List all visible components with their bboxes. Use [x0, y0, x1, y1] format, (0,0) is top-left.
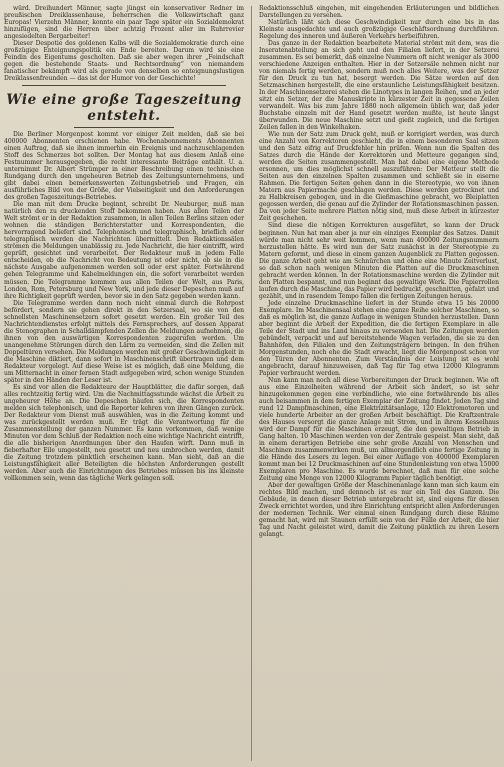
intro-paragraph: würd. Dreihundert Männer, sagte jüngst ein konservativer Redner im preußischen Dreiklassenhause, beherrschen die Volkswirtschaft ganz Europas! Vierzehn Männer, konnte ein paar Tage später ein Sozialdemokrat hinzufügen, sind die Herren über achtzig Prozent aller im Ruhrrevier angesiedelten Bergarbeiter!: [4, 5, 244, 41]
article-title: Wie eine große Tageszeitung entsteht.: [6, 92, 242, 125]
section-divider: [22, 85, 226, 86]
article-paragraph: Wie nun der Satz zum Druck geht, muß er korrigiert werden, was durch eine Anzahl von Korrektoren geschieht, die in einem besonderen Saal sitzen und den Satz eifrig auf Druckfehler hin prüfen. Wenn nun die Spalten des Satzes durch die Hände der Korrektoren und Metteure gegangen sind, werden die Seiten zusammengestellt. Man hat dabei eine eigene Methode ersonnen, um dies möglichst schnell auszuführen: Der Metteur stellt die Seiten aus den einzelnen Spalten zusammen und schließt sie in eiserne Rahmen. Die fertigen Seiten gehen dann in die Stereotypie, wo von ihnen Matern aus Papiermaché geschlagen werden. Diese werden getrocknet und zu Halbkreisen gebogen, und in die Gießmaschine gebracht, wo Bleiplatten gegossen werden, die genau auf die Zylinder der Rotationsmaschinen passen. Da von jeder Seite mehrere Platten nötig sind, muß diese Arbeit in kürzester Zeit geschehen.: [259, 131, 499, 223]
article-paragraph: Jede einzelne Druckmaschine liefert in der Stunde etwa 15 bis 20000 Exemplare. Im Maschinensaal stehen eine ganze Reihe solcher Maschinen, so daß es möglich ist, die ganze Auflage in wenigen Stunden herzustellen. Dann aber beginnt die Arbeit der Expedition, die die fertigen Exemplare in alle Teile der Stadt und ins Land hinaus zu versenden hat. Die Zeitungen werden gebündelt, verpackt und auf bereitstehende Wagen verladen, die sie zu den Bahnhöfen, den Filialen und den Zeitungsträgern bringen. In den frühen Morgenstunden, noch ehe die Stadt erwacht, liegt die Morgenpost schon vor den Türen der Abonnenten. Zum Verständnis der Leistung ist es wohl angebracht, darauf hinzuweisen, daß Tag für Tag etwa 12000 Kilogramm Papier verbraucht werden.: [259, 299, 499, 377]
article-paragraph: Aber der gewaltigen Größe der Maschinenanlage kann man sich kaum ein rechtes Bild machen, und dennoch ist es nur ein Teil des Ganzen. Die Gebäude, in denen dieser Betrieb untergebracht ist, sind eigens für diesen Zweck errichtet worden, und ihre Einrichtung entspricht allen Anforderungen der modernen Technik. Wer einmal einen Rundgang durch diese Räume gemacht hat, wird mit Staunen erfüllt sein von der Fülle der Arbeit, die hier Tag und Nacht geleistet wird, damit die Zeitung pünktlich zu ihren Lesern gelangt.: [259, 482, 499, 539]
article-paragraph: Das ganze in der Redaktion bearbeitete Material strömt mit dem, was die Inseratenabteilung an sich geht und den Filialen liefert, in der Setzerei zusammen. Es sei bemerkt, daß einzelne Nummern oft nicht weniger als 3000 verschiedene Anzeigen enthalten. Hier in der Setzersäle nehmen nicht nur von niemals fertig werden, sondern muß noch alles Weitere, was der Setzer für den Druck zu tun hat, besorgt werden. Die Sätze werden auf den Setzmaschinen hergestellt, die eine erstaunliche Leistungsfähigkeit besitzen. In der Maschinensetzerei stehen die Linotypes in langen Reihen, und an jeder sitzt ein Setzer, der die Manuskripte in kürzester Zeit in gegossene Zeilen verwandelt. Was bis zum Jahre 1880 noch allgemein üblich war, daß jeder Buchstabe einzeln mit der Hand gesetzt werden mußte, ist heute längst überwunden. Die neue Maschine setzt und gießt zugleich, und die fertigen Zeilen fallen in den Winkelhaken.: [259, 40, 499, 132]
column-divider: [251, 6, 252, 761]
article-paragraph: Es sind vor allen die Redakteure der Hauptblätter, die dafür sorgen, daß alles rechtzeitig fertig wird. Um die Nachmittagsstunde wächst die Arbeit zu ungeheurer Höhe an. Die Depeschen häufen sich, die Korrespondenten melden sich telephonisch, und die Reporter kehren von ihren Gängen zurück. Der Redakteur vom Dienst muß auswählen, was in die Zeitung kommt und was zurückgestellt werden muß. Er trägt die Verantwortung für die Zusammenstellung der ganzen Nummer. Es kann vorkommen, daß wenige Minuten vor dem Schluß der Redaktion noch eine wichtige Nachricht eintrifft, die alle bisherigen Anordnungen über den Haufen wirft. Dann muß in fieberhafter Eile umgestellt, neu gesetzt und neu umbrochen werden, damit die Zeitung trotzdem pünktlich erscheinen kann. Man sieht, daß an die Leistungsfähigkeit aller Beteiligten die höchsten Anforderungen gestellt werden. Aber auch die Einrichtungen des Betriebes müssen bis ins kleinste vollkommen sein, wenn das tägliche Werk gelingen soll.: [4, 383, 244, 482]
right-column: [259, 5, 499, 763]
article-paragraph: Redaktionsschluß eingehen, mit eingehenden Erläuterungen und bildlichen Darstellungen zu versehen.: [259, 5, 499, 20]
article-paragraph: Nun kann man noch all diese Vorbereitungen der Druck beginnen. Wie oft aus eine Einzelheiten während der Arbeit sich ändert, so ist sehr hinzugekommen gegen eine verbindliche, wie eine fortwährende bis alles auch beisammen in dem fertigen Exemplar der Zeitung findet. Jeden Tag sind rund 12 Dampfmaschinen, eine Elektrizitätsanlage, 120 Elektromotoren und viele hunderte Arbeiter an der großen Arbeit beschäftigt. Die Kraftzentrale des Hauses versorgt die ganze Anlage mit Strom, und in ihrem Kesselhaus wird der Dampf für die Maschinen erzeugt, die den gewaltigen Betrieb in Gang halten. 10 Maschinen werden von der Zentrale gespeist. Man sieht, daß in einem derartigen Betriebe eine sehr große Anzahl von Menschen und Maschinen zusammenwirken muß, um allmorgendlich eine fertige Zeitung in die Hände des Lesers zu legen. Bei einer Auflage von 400000 Exemplaren kommt man bei 12 Druckmaschinen auf eine Stundenleistung von etwa 15000 Exemplaren pro Maschine. Es wurde berechnet, daß man für eine solche Zeitung eine Menge von 12000 Kilogramm Papier täglich benötigt.: [259, 376, 499, 483]
title-underline: [74, 127, 174, 128]
article-paragraph: Natürlich läßt sich diese Geschwindigkeit nur durch eine bis in das Kleinste ausgedachte und auch großzügige Geschäftsordnung durchführen. Regelung des inneren und äußeren Verkehrs herbeiführen.: [259, 19, 499, 41]
article-paragraph: Die Telegramme werden dann noch nicht einmal durch die Rohrpost befördert, sondern sie gehen direkt in den Setzersaal, wo sie von den schnellsten Maschinensetzern sofort gesetzt werden. Ein großer Teil des Nachrichtendienstes erfolgt mittels des Fernsprechers, auf dessen Apparat die Stenographen in Schalldämpfenden Zellen die Meldungen aufnehmen, die ihnen von den auswärtigen Korrespondenten zugerufen werden. Um unangenehme Störungen durch den Lärm zu vermeiden, sind die Zellen mit Doppeltüren versehen. Die Meldungen werden mit großer Geschwindigkeit in die Maschine diktiert, dann sofort in Maschinenschrift übertragen und dem Redakteur vorgelegt. Auf diese Weise ist es möglich, daß eine Meldung, die um Mitternacht in einer fernen Stadt aufgegeben wird, schon wenige Stunden später in den Händen der Leser ist.: [4, 299, 244, 384]
left-column: [4, 5, 244, 763]
article-paragraph: Die man mit dem Drucke beginnt, schreibt Dr. Neuburger, muß man natürlich den zu druckenden Stoff bekommen haben. Aus allen Teilen der Welt strömt er in der Redaktion zusammen, in allen Teilen Berlins sitzen oder wohnen die ständigen Berichterstatter und Korrespondenten, die hervorragend beliefert sind. Telephonisch und telegraphisch, brieflich oder telegraphisch werden die Nachrichten übermittelt. Den Redaktionssälen strömen die Meldungen unablässig zu. Jede Nachricht, die hier eintrifft, wird geprüft, gesichtet und verarbeitet. Der Redakteur muß in jedem Falle entscheiden, ob die Nachricht von Bedeutung ist oder nicht, ob sie in die nächste Ausgabe aufgenommen werden soll oder erst später. Fortwährend gehen Telegramme und Kabelmeldungen ein, die sofort verarbeitet werden müssen. Die Telegramme kommen aus allen Teilen der Welt, aus Paris, London, Rom, Petersburg und New York, und jede dieser Depeschen muß auf ihre Richtigkeit geprüft werden, bevor sie in den Satz gegeben werden kann.: [4, 201, 244, 300]
intro-paragraph: Dieser Despotie des goldenen Kalbs will die Sozialdemokratie durch eine großzügige Enteignungspolitik ein Ende bereiten. Darum wird sie eine Feindin des Eigentums gescholten. Daß sie aber wegen ihrer „Feindschaft gegen die bestehende Staats- und Rechtsordnung“ von niemandem fanatischer bekämpft wird als gerade von denselben so enteignungslustigen Dreiklassenfreunden — das ist der Humor von der Geschichte!: [4, 40, 244, 83]
article-paragraph: Sind diese die nötigen Korrekturen ausgeführt, so kann der Druck beginnen. Nun hat man aber ja nur ein einziges Exemplar des Satzes. Damit würde man nicht sehr weit kommen, wenn man 400000 Zeitungsnummern herzustellen hätte. Es wird nun der Satz zunächst in der Stereotypie zu Matern geformt, und diese in einem ganzen Augenblick zu Platten gegossen. Die ganze Arbeit geht wie am Schnürchen und ohne eine Minute Zeitverlust, so daß schon nach wenigen Minuten die Platten auf die Druckmaschinen gebracht werden können. In der Rotationsmaschine werden die Zylinder mit den Platten bespannt, und nun beginnt das gewaltige Werk. Die Papierrollen laufen durch die Maschine, das Papier wird bedruckt, geschnitten, gefalzt und gezählt, und in rasendem Tempo fallen die fertigen Zeitungen heraus.: [259, 222, 499, 300]
article-paragraph: Die Berliner Morgenpost kommt vor einiger Zeit melden, daß sie bei 400000 Abonnenten erschienen habe. Wochenabonnements Abonnenten einen Auftrag, daß sie ihnen immerhin ein Ereignis und nachzuschlagenden Stoff des Schmerzes bot sollten. Der Montag hat aus diesem Anlaß eine Festnummer herausgegeben, die recht interessante Beiträge enthält. U. a. unternimmt Dr. Albert Strümper in einer Beschreibung einen technischen Rundgang durch den ungeheuren Betrieb des Zeitungsunternehmens, und gibt dabei einen bemerkenswerten Zeitungsbetrieb und Fragen, ein ausführliches Bild von der Größe, der Vielseitigkeit und den Anforderungen des großen Tageszeitungs-Betriebes.: [4, 131, 244, 202]
